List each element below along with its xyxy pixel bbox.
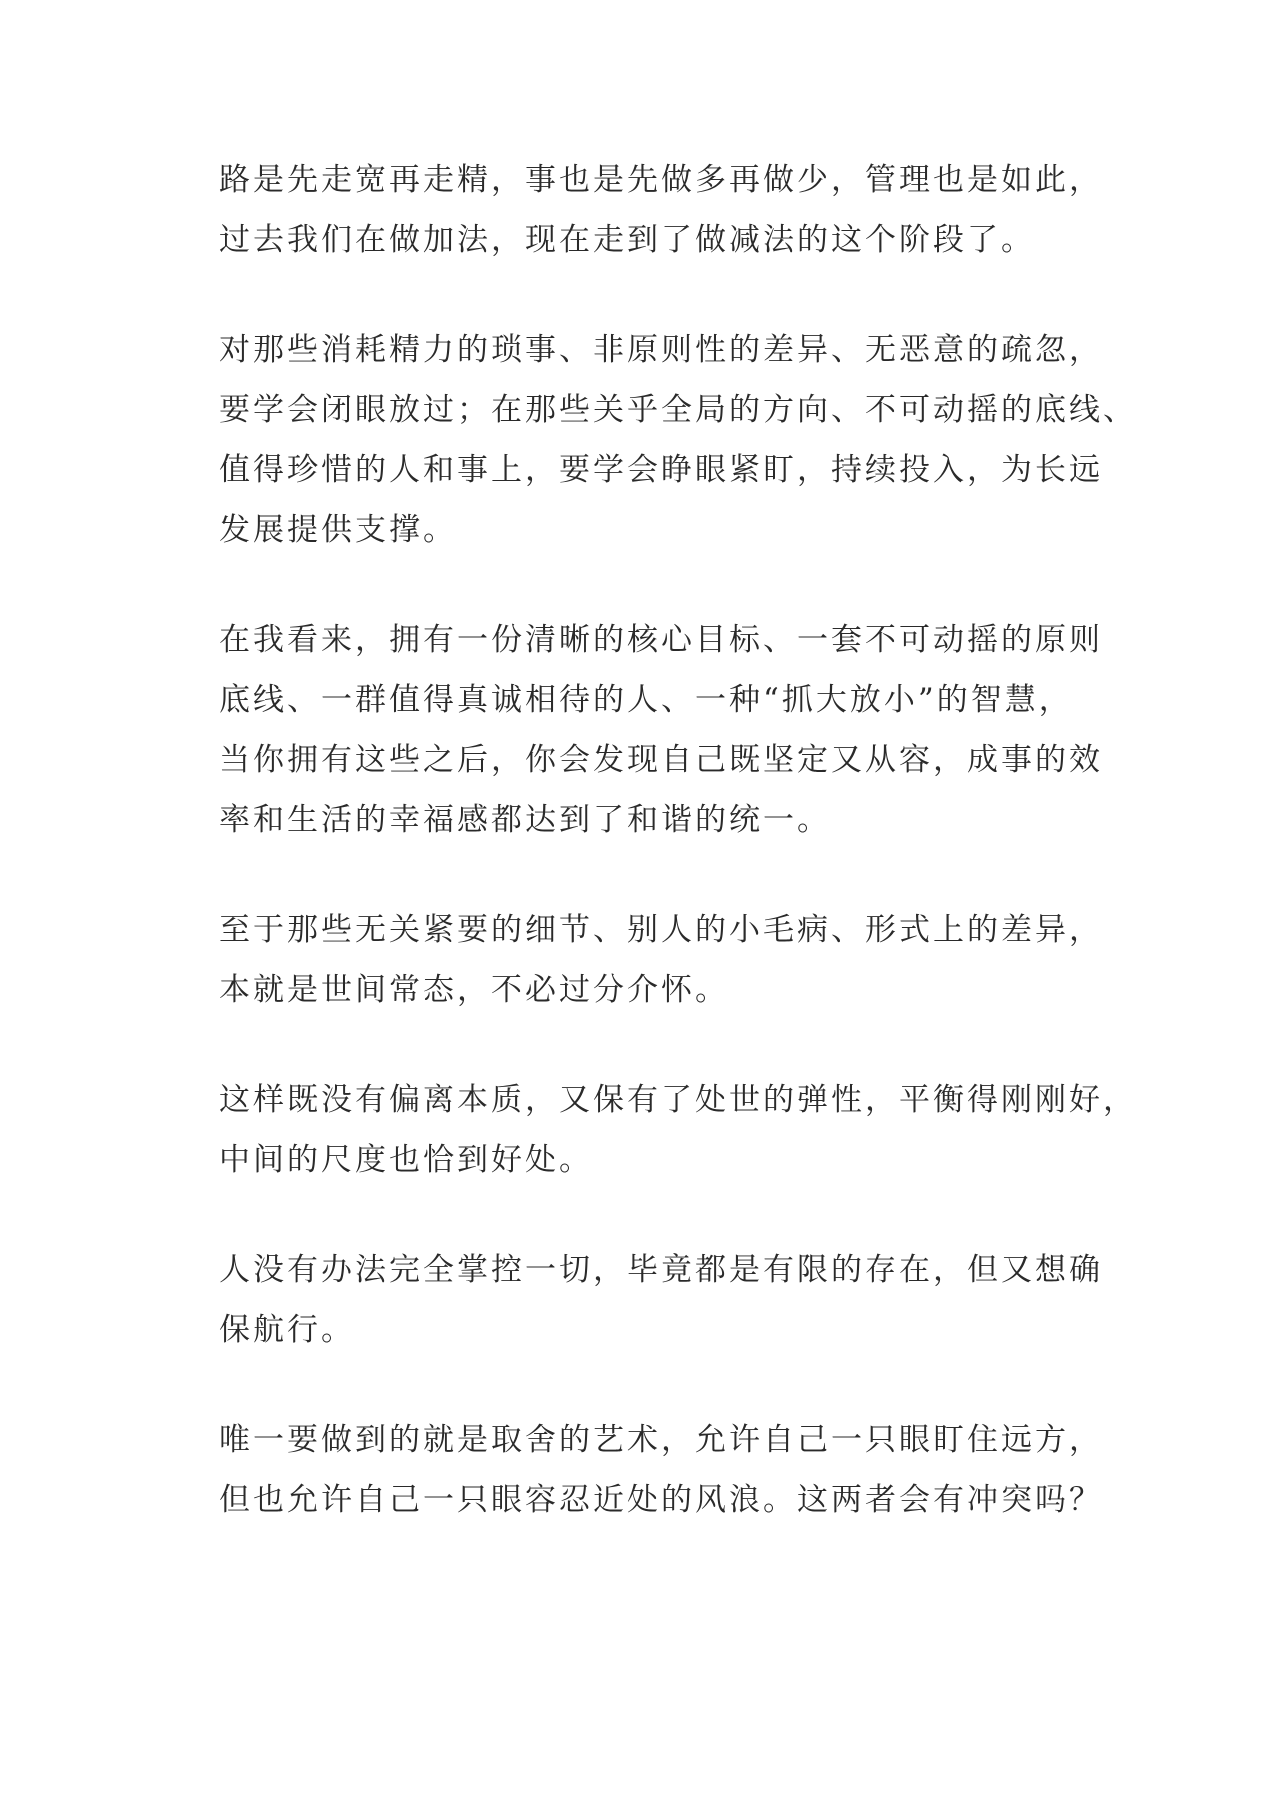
paragraph-line: 在我看来，拥有一份清晰的核心目标、一套不可动摇的原则	[219, 622, 1103, 658]
paragraph-line: 路是先走宽再走精，事也是先做多再做少，管理也是如此，	[219, 162, 1103, 198]
paragraph-line: 保航行。	[219, 1312, 355, 1348]
paragraph-7	[219, 1410, 1103, 1530]
paragraph-2	[219, 320, 1137, 560]
paragraph-line: 唯一要做到的就是取舍的艺术，允许自己一只眼盯住远方，	[219, 1422, 1103, 1458]
paragraph-line: 但也允许自己一只眼容忍近处的风浪。这两者会有冲突吗？	[219, 1482, 1103, 1518]
paragraph-line: 人没有办法完全掌控一切，毕竟都是有限的存在，但又想确	[219, 1252, 1103, 1288]
paragraph-line: 对那些消耗精力的琐事、非原则性的差异、无恶意的疏忽，	[219, 332, 1103, 368]
paragraph-4	[219, 900, 1103, 1020]
paragraph-line: 本就是世间常态，不必过分介怀。	[219, 972, 729, 1008]
paragraph-line: 至于那些无关紧要的细节、别人的小毛病、形式上的差异，	[219, 912, 1103, 948]
paragraph-line: 值得珍惜的人和事上，要学会睁眼紧盯，持续投入，为长远	[219, 452, 1103, 488]
paragraph-3	[219, 610, 1103, 850]
paragraph-line: 发展提供支撑。	[219, 512, 457, 548]
paragraph-line: 率和生活的幸福感都达到了和谐的统一。	[219, 802, 831, 838]
paragraph-line: 要学会闭眼放过；在那些关乎全局的方向、不可动摇的底线、	[219, 392, 1137, 428]
paragraph-line: 这样既没有偏离本质，又保有了处世的弹性，平衡得刚刚好，	[219, 1082, 1137, 1118]
paragraph-line: 中间的尺度也恰到好处。	[219, 1142, 593, 1178]
paragraph-6	[219, 1240, 1103, 1360]
paragraph-line: 当你拥有这些之后，你会发现自己既坚定又从容，成事的效	[219, 742, 1103, 778]
paragraph-5	[219, 1070, 1137, 1190]
paragraph-line: 过去我们在做加法，现在走到了做减法的这个阶段了。	[219, 222, 1035, 258]
document-body	[219, 150, 1137, 1580]
paragraph-line: 底线、一群值得真诚相待的人、一种“抓大放小”的智慧，	[219, 682, 1073, 718]
paragraph-1	[219, 150, 1103, 270]
